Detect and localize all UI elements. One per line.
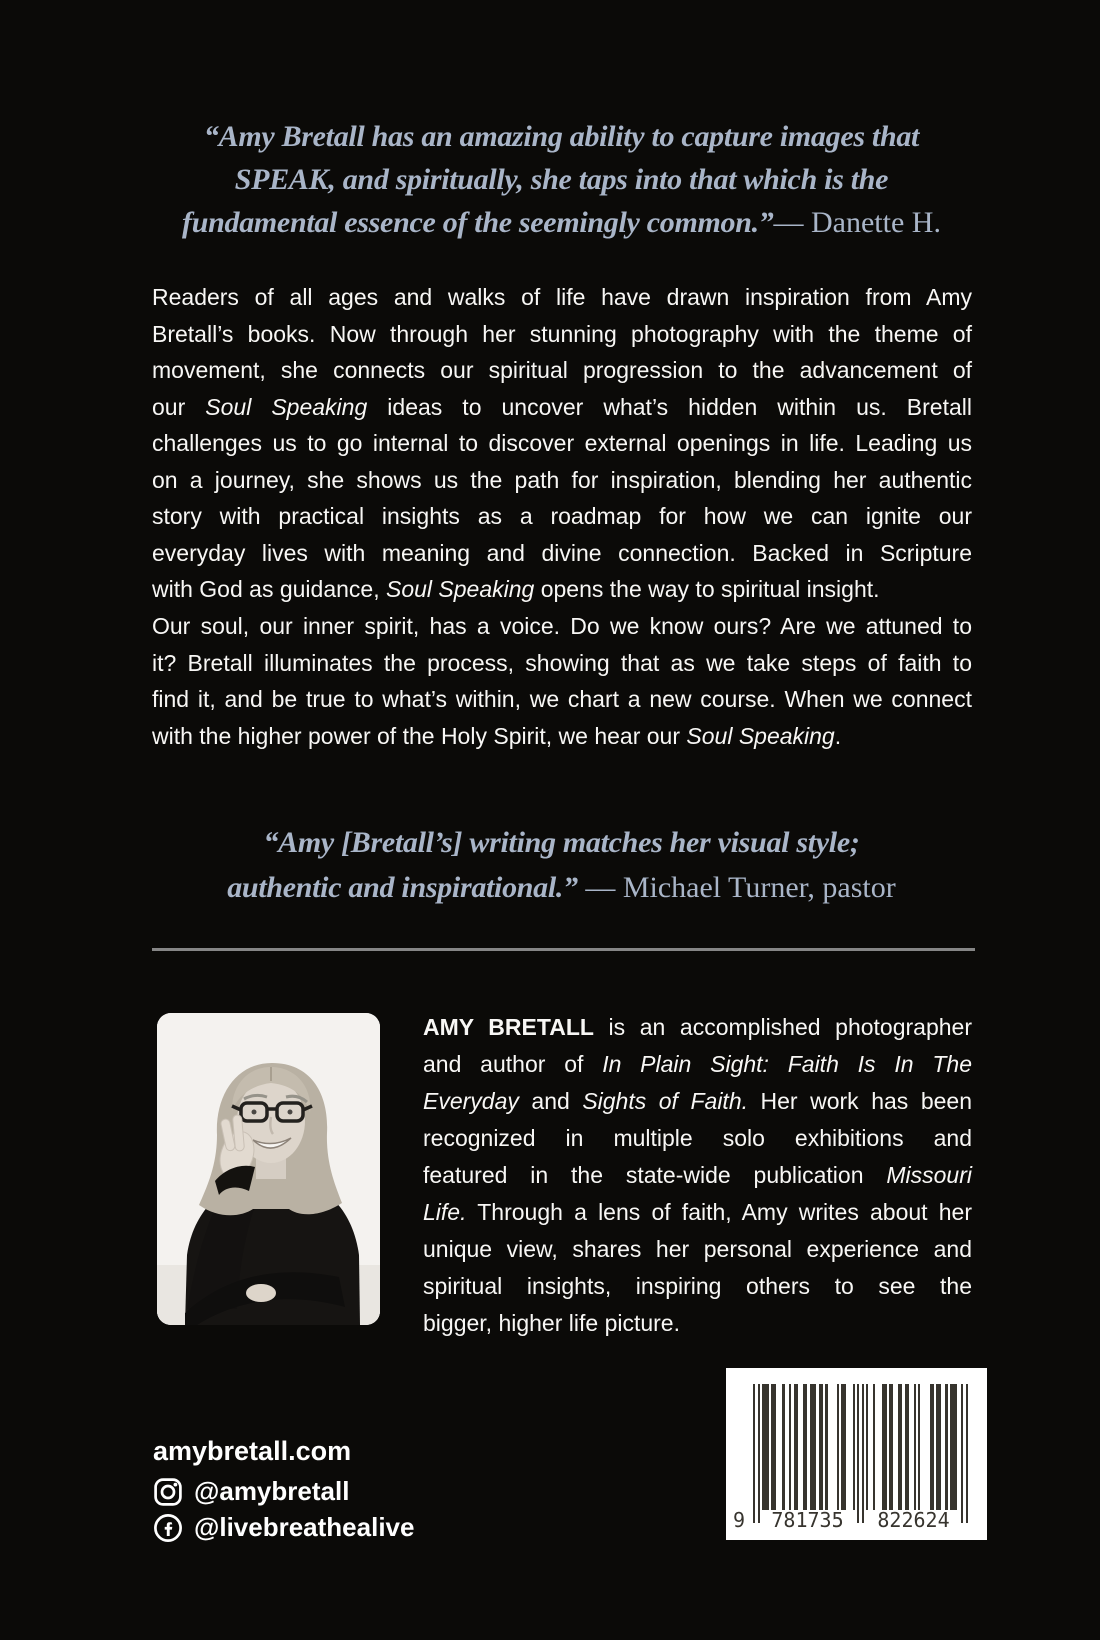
barcode-bar xyxy=(862,1384,864,1523)
text-line: bigger, higher life picture. xyxy=(423,1310,680,1336)
text-line: AMY BRETALL is an accomplished photographer xyxy=(423,1014,972,1040)
text-line: “Amy Bretall has an amazing ability to capture images that xyxy=(203,120,920,153)
text-line: story with practical insights as a roadmap for how we can ignite our xyxy=(152,503,972,529)
testimonial-quote-bottom xyxy=(150,820,973,910)
text-line: “Amy [Bretall’s] writing matches her visual style; xyxy=(263,826,860,859)
barcode-bar xyxy=(758,1384,760,1523)
author-photo xyxy=(157,1013,380,1325)
barcode-bar xyxy=(866,1384,868,1510)
text-line: unique view, shares her personal experience and xyxy=(423,1236,972,1262)
text-line: with God as guidance, Soul Speaking opens the way to spiritual insight. xyxy=(152,576,880,602)
barcode-bar xyxy=(803,1384,808,1510)
barcode-bar xyxy=(905,1384,910,1510)
website-url: amybretall.com xyxy=(153,1436,352,1466)
barcode-bar xyxy=(837,1384,839,1510)
text-line: spiritual insights, inspiring others to see the xyxy=(423,1273,972,1299)
text-line: find it, and be true to what’s within, we chart a new course. When we connect xyxy=(152,686,972,712)
barcode-left-group: 781735 xyxy=(771,1508,844,1532)
synopsis-paragraph-2 xyxy=(152,608,972,754)
barcode-bar xyxy=(966,1384,968,1523)
barcode-bar xyxy=(841,1384,846,1510)
instagram-handle: @amybretall xyxy=(194,1476,350,1506)
barcode-bar xyxy=(753,1384,755,1523)
barcode-bar xyxy=(914,1384,916,1510)
text-line: with the higher power of the Holy Spirit, we hear our Soul Speaking. xyxy=(152,722,842,749)
text-line: movement, she connects our spiritual progression to the advancement of xyxy=(152,357,972,383)
barcode-bar xyxy=(889,1384,894,1510)
text-line: Our soul, our inner spirit, has a voice. Do we know ours? Are we attuned to xyxy=(152,613,972,639)
barcode-bar xyxy=(853,1384,855,1510)
text-line: and author of In Plain Sight: Faith Is In The xyxy=(423,1051,972,1077)
author-portrait-illustration xyxy=(157,1013,380,1325)
text-line: recognized in multiple solo exhibitions and xyxy=(423,1125,972,1151)
text-line: Bretall’s books. Now through her stunning photography with the theme of xyxy=(152,320,972,347)
text-line: Everyday and Sights of Faith. Her work has been xyxy=(423,1088,972,1114)
barcode-bar xyxy=(857,1384,859,1523)
barcode-digits xyxy=(726,1508,987,1532)
text-line: everyday lives with meaning and divine connection. Backed in Scripture xyxy=(152,539,972,566)
barcode-bar xyxy=(898,1384,903,1510)
barcode-bar xyxy=(762,1384,769,1510)
text-line: SPEAK, and spiritually, she taps into that which is the xyxy=(234,163,889,196)
isbn-barcode xyxy=(726,1368,987,1540)
author-bio xyxy=(423,1009,972,1342)
barcode-bar xyxy=(936,1384,941,1510)
facebook-handle: @livebreathealive xyxy=(194,1512,415,1542)
text-line: our Soul Speaking ideas to uncover what’s hidden within us. Bretall xyxy=(152,393,972,420)
facebook-icon xyxy=(153,1513,183,1543)
barcode-bar xyxy=(882,1384,887,1510)
barcode-bar xyxy=(950,1384,957,1510)
instagram-row xyxy=(153,1476,349,1507)
text-line: Life. Through a lens of faith, Amy writes about her xyxy=(423,1199,972,1225)
barcode-bar xyxy=(945,1384,947,1510)
synopsis-paragraph-1 xyxy=(152,279,972,608)
facebook-row xyxy=(153,1512,414,1543)
text-line: it? Bretall illuminates the process, showing that as we take steps of faith to xyxy=(152,649,972,676)
barcode-bar xyxy=(789,1384,791,1510)
barcode-right-group: 822624 xyxy=(877,1508,950,1532)
barcode-bar xyxy=(825,1384,827,1510)
barcode-bar xyxy=(819,1384,824,1510)
barcode-bar xyxy=(873,1384,875,1510)
barcode-bar xyxy=(771,1384,776,1510)
text-line: fundamental essence of the seemingly common.”— Danette H. xyxy=(182,206,941,239)
instagram-icon xyxy=(153,1477,183,1507)
barcode-bar xyxy=(794,1384,799,1510)
barcode-bars xyxy=(753,1384,968,1524)
text-line: Readers of all ages and walks of life have drawn inspiration from Amy xyxy=(152,284,972,310)
text-line: challenges us to go internal to discover external openings in life. Leading us xyxy=(152,430,972,456)
barcode-lead-digit: 9 xyxy=(733,1508,746,1532)
barcode-bar xyxy=(918,1384,920,1510)
text-line: featured in the state-wide publication Missouri xyxy=(423,1162,972,1188)
barcode-bar xyxy=(810,1384,817,1510)
section-divider xyxy=(152,948,975,951)
barcode-bar xyxy=(961,1384,963,1523)
barcode-bar xyxy=(930,1384,935,1510)
barcode-bar xyxy=(782,1384,784,1510)
testimonial-quote-top xyxy=(150,115,973,244)
text-line: authentic and inspirational.” — Michael Turner, pastor xyxy=(227,871,896,904)
text-line: on a journey, she shows us the path for inspiration, blending her authentic xyxy=(152,466,972,493)
